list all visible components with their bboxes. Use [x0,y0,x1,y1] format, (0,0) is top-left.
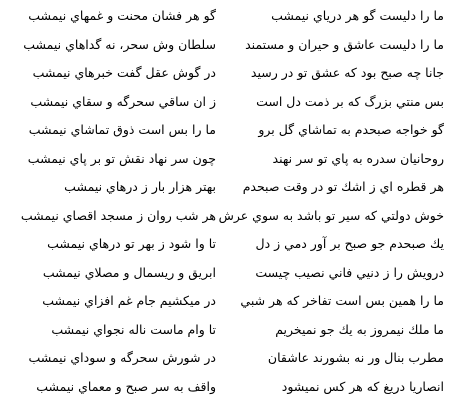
couplet [0,33,450,57]
couplet [0,4,450,28]
first-hemistich: ما را دليست عاشق و حيران و مستمند [245,36,444,52]
poem-text [0,4,450,409]
second-hemistich: بهتر هزار بار ز درهاي نيمشب [64,179,216,194]
first-hemistich: گو خواجه صبحدم به تماشاي گل برو [258,122,444,137]
couplet [0,346,450,370]
couplet [0,318,450,342]
couplet [0,90,450,114]
second-hemistich: تا وام ماست ناله نجواي نيمشب [51,321,216,337]
second-hemistich: در شورش سحرگه و سوداي نيمشب [28,350,216,365]
second-hemistich: واقف به سر صبح و معماي نيمشب [36,378,216,394]
first-hemistich: انصاريا دريغ كه هر كس نميشود [281,378,444,394]
second-hemistich: در گوش عقل گفت خبرهاي نيمشب [32,65,216,80]
first-hemistich: ما را دليست گو هر درياي نيمشب [271,8,444,23]
first-hemistich: يك صبحدم جو صبح بر آور دمي ز دل [255,236,444,251]
second-hemistich: در ميكشيم جام غم افزاي نيمشب [42,293,216,308]
couplet [0,147,450,171]
couplet [0,261,450,285]
couplet [0,375,450,399]
first-hemistich: خوش دولتي كه سير تو باشد به سوي عرش [218,207,444,223]
second-hemistich: گو هر فشان محنت و غمهاي نيمشب [28,8,216,23]
first-hemistich: بس منتي بزرگ كه بر ذمت دل است [256,93,444,109]
couplet [0,289,450,313]
second-hemistich: تا وا شود ز بهر تو درهاي نيمشب [47,236,216,251]
second-hemistich: ابريق و ريسمال و مصلاي نيمشب [42,264,216,280]
first-hemistich: ما ملك نيمروز به يك جو نميخريم [275,321,444,337]
first-hemistich: هر قطره اي ز اشك تو در وقت صبحدم [242,179,444,194]
first-hemistich: درويش را ز دنيي فاني نصيب چيست [255,264,444,280]
couplet [0,204,450,228]
couplet [0,232,450,256]
first-hemistich: روحانيان سدره به پاي تو سر نهند [272,150,444,166]
second-hemistich: ز ان ساقي سحرگه و سقاي نيمشب [30,93,216,109]
second-hemistich: ما را بس است ذوق تماشاي نيمشب [28,122,216,137]
first-hemistich: جانا چه صبح بود كه عشق تو در رسيد [250,65,444,80]
couplet [0,61,450,85]
couplet [0,118,450,142]
couplet [0,175,450,199]
first-hemistich: مطرب بنال ور نه بشورند عاشقان [267,350,444,365]
second-hemistich: چون سر نهاد نقش تو بر پاي نيمشب [27,150,216,166]
second-hemistich: سلطان وش سحر، نه گداهاي نيمشب [23,36,216,52]
second-hemistich: هر شب روان ز مسجد اقصاي نيمشب [20,207,216,223]
first-hemistich: ما را همين بس است تفاخر كه هر شبي [240,293,444,308]
